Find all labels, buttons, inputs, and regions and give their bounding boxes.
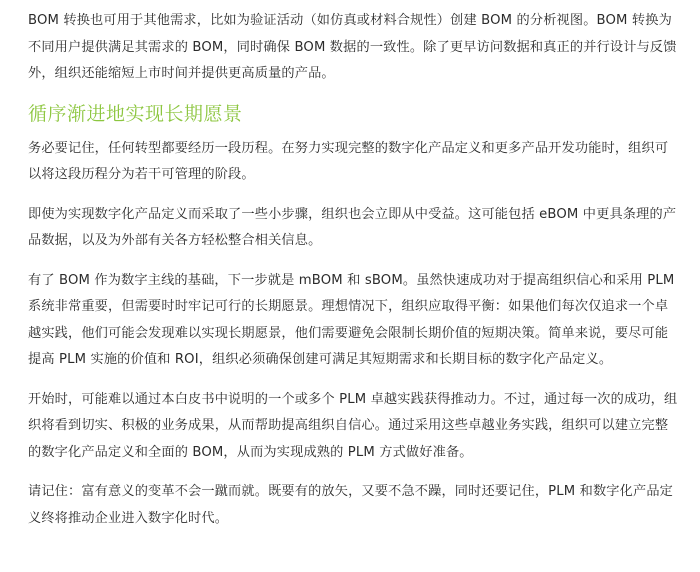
body-paragraph-5: 请记住：富有意义的变革不会一蹴而就。既要有的放矢，又要不急不躁，同时还要记住，PLM 和数字化产品定义终将推动企业进入数字化时代。 [28,484,673,526]
section-heading: 循序渐进地实现长期愿景 [28,102,243,125]
body-paragraph-1: 务必要记住，任何转型都要经历一段历程。在努力实现完整的数字化产品定义和更多产品开发功能时，组织可以将这段历程分为若干可管理的阶段。 [28,140,669,182]
intro-paragraph: BOM 转换也可用于其他需求，比如为验证活动（如仿真或材料合规性）创建 BOM 的分析视图。BOM 转换为不同用户提供满足其需求的 BOM，同时确保 BOM 数据的一致性。除了更早访问数据和真正的并行设计与反馈外，组织还能缩短上市时间并提供更高质量的产品。 [28,13,677,81]
body-paragraph-3: 有了 BOM 作为数字主线的基础，下一步就是 mBOM 和 sBOM。虽然快速成功对于提高组织信心和采用 PLM 系统非常重要，但需要时时牢记可行的长期愿景。理想情况下，组织应取得平衡：如果他们每次仅追求一个卓越实践，他们可能会发现难以实现长期愿景，他们需要避免会限制长期价值的短期决策。简单来说，要尽可能提高 PLM 实施的价值和 ROI，组织必须确保创建可满足其短期需求和长期目标的数字化产品定义。 [28,272,675,367]
body-paragraph-4: 开始时，可能难以通过本白皮书中说明的一个或多个 PLM 卓越实践获得推动力。不过，通过每一次的成功，组织将看到切实、积极的业务成果，从而帮助提高组织自信心。通过采用这些卓越业务实践，组织可以建立完整的数字化产品定义和全面的 BOM，从而为实现成熟的 PLM 方式做好准备。 [28,391,678,460]
body-paragraph-2: 即使为实现数字化产品定义而采取了一些小步骤，组织也会立即从中受益。这可能包括 eBOM 中更具条理的产品数据，以及为外部有关各方轻松整合相关信息。 [28,206,677,248]
